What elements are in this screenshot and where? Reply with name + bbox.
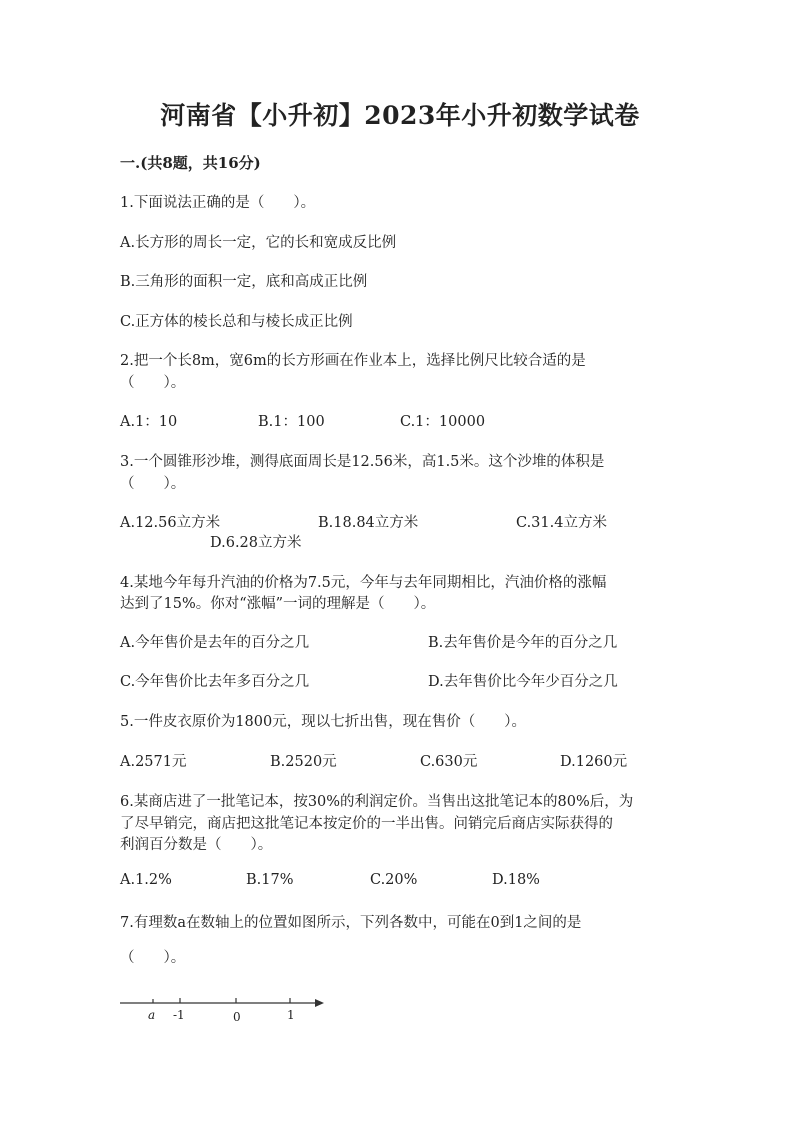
question-5-option-c: C.630元 [420, 754, 478, 770]
question-6-option-a: A.1.2% [120, 872, 172, 888]
question-5-option-a: A.2571元 [120, 754, 187, 770]
question-2-stem-line2: （ ）。 [120, 375, 186, 391]
question-4-option-b: B.去年售价是今年的百分之几 [428, 635, 618, 651]
label-1: 1 [287, 1008, 295, 1022]
label-0: 0 [233, 1010, 241, 1024]
question-2-option-b: B.1：100 [258, 414, 325, 430]
question-6-option-d: D.18% [492, 872, 540, 888]
question-5-stem: 5.一件皮衣原价为1800元，现以七折出售，现在售价（ ）。 [120, 714, 526, 730]
number-line-figure [112, 988, 342, 1034]
question-4-stem-line1: 4.某地今年每升汽油的价格为7.5元，今年与去年同期相比，汽油价格的涨幅 [120, 575, 607, 591]
label-minus-1: -1 [173, 1008, 185, 1022]
question-3-stem-line1: 3.一个圆锥形沙堆，测得底面周长是12.56米，高1.5米。这个沙堆的体积是 [120, 454, 605, 470]
question-6-stem-line3: 利润百分数是（ ）。 [120, 837, 273, 853]
question-6-option-c: C.20% [370, 872, 418, 888]
question-7-stem-line1: 7.有理数a在数轴上的位置如图所示，下列各数中，可能在0到1之间的是 [120, 915, 582, 931]
question-2-option-a: A.1：10 [120, 414, 178, 430]
question-3-option-c: C.31.4立方米 [516, 515, 607, 531]
question-5-option-d: D.1260元 [560, 754, 628, 770]
question-1-stem: 1.下面说法正确的是（ ）。 [120, 195, 316, 211]
question-6-option-b: B.17% [246, 872, 294, 888]
question-6-stem-line1: 6.某商店进了一批笔记本，按30%的利润定价。当售出这批笔记本的80%后，为 [120, 794, 634, 810]
question-3-option-d: D.6.28立方米 [210, 535, 302, 551]
question-2-option-c: C.1：10000 [400, 414, 486, 430]
question-4-option-d: D.去年售价比今年少百分之几 [428, 674, 618, 690]
question-4-option-a: A.今年售价是去年的百分之几 [120, 635, 310, 651]
label-a: a [148, 1008, 156, 1022]
question-6-stem-line2: 了尽早销完，商店把这批笔记本按定价的一半出售。问销完后商店实际获得的 [120, 816, 613, 832]
question-3-option-a: A.12.56立方米 [120, 515, 221, 531]
question-4-option-c: C.今年售价比去年多百分之几 [120, 674, 310, 690]
question-3-stem-line2: （ ）。 [120, 476, 186, 492]
section-heading: 一.(共8题，共16分) [120, 154, 261, 172]
question-1-option-b: B.三角形的面积一定，底和高成正比例 [120, 274, 368, 290]
question-7-stem-line2: （ ）。 [120, 950, 186, 966]
question-2-stem-line1: 2.把一个长8m，宽6m的长方形画在作业本上，选择比例尺比较合适的是 [120, 353, 586, 369]
question-1-option-c: C.正方体的棱长总和与棱长成正比例 [120, 314, 353, 330]
question-3-option-b: B.18.84立方米 [318, 515, 419, 531]
question-5-option-b: B.2520元 [270, 754, 337, 770]
question-4-stem-line2: 达到了15%。你对“涨幅”一词的理解是（ ）。 [120, 596, 436, 612]
page-title: 河南省【小升初】2023年小升初数学试卷 [160, 101, 640, 130]
question-1-option-a: A.长方形的周长一定，它的长和宽成反比例 [120, 235, 397, 251]
number-line-arrow [315, 999, 324, 1007]
